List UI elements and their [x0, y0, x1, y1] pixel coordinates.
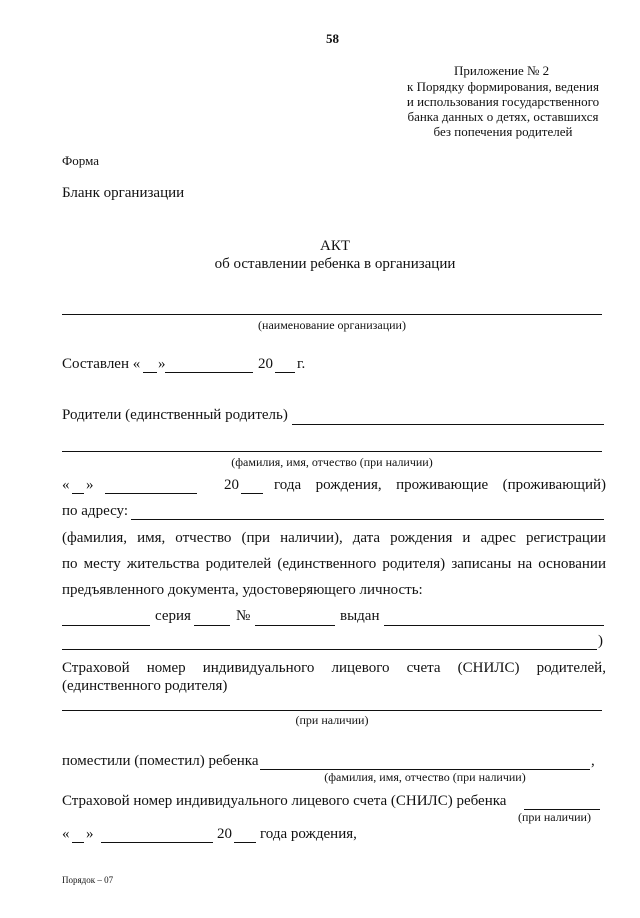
word: проживающие: [396, 477, 489, 493]
document-closing-paren: ): [598, 633, 603, 649]
footer-text: Порядок – 07: [62, 875, 114, 885]
birth-row-words: [274, 477, 606, 494]
birth-day-field[interactable]: [72, 493, 84, 494]
placed-comma: ,: [591, 753, 595, 769]
document-issued-field[interactable]: [384, 625, 604, 626]
placed-label: поместили (поместил) ребенка: [62, 753, 259, 769]
child-birth-month-field[interactable]: [101, 842, 213, 843]
paragraph-line-3: предъявленного документа, удостоверяющего личность:: [62, 582, 423, 598]
snils-parents-field[interactable]: [62, 710, 602, 711]
word: счета: [406, 660, 441, 676]
word: на: [517, 556, 533, 572]
birth-year-prefix: 20: [224, 477, 239, 493]
appendix-line: к Порядку формирования, ведения: [407, 79, 599, 94]
word: записаны: [451, 556, 512, 572]
word: номер: [146, 660, 186, 676]
form-label: Форма: [62, 153, 99, 168]
appendix-line: без попечения родителей: [433, 124, 573, 139]
snils-parents-caption: (при наличии): [295, 713, 369, 727]
parents-field-line2[interactable]: [62, 451, 602, 452]
act-subtitle: об оставлении ребенка в организации: [214, 256, 456, 272]
parents-field[interactable]: [292, 424, 604, 425]
composed-quote-close: »: [158, 356, 166, 372]
composed-day-field[interactable]: [143, 372, 157, 373]
word: жительства: [126, 556, 200, 572]
child-birth-suffix: года рождения,: [260, 826, 357, 842]
birth-open-quote: «: [62, 477, 70, 493]
parents-label: Родители (единственный родитель): [62, 407, 288, 423]
composed-year-field[interactable]: [275, 372, 295, 373]
page-number: 58: [326, 31, 339, 46]
document-number-label: №: [236, 608, 251, 624]
appendix-title: Приложение № 2: [454, 63, 550, 78]
word: (фамилия,: [62, 530, 128, 546]
snils-parents-line-2: (единственного родителя): [62, 678, 228, 694]
document-issued-field-line2[interactable]: [62, 649, 597, 650]
child-birth-close-quote: »: [86, 826, 94, 842]
composed-month-field[interactable]: [165, 372, 253, 373]
word: основании: [538, 556, 606, 572]
composed-year-prefix: 20: [258, 356, 273, 372]
composed-year-suffix: г.: [297, 356, 306, 372]
document-type-field[interactable]: [62, 625, 150, 626]
placed-caption: (фамилия, имя, отчество (при наличии): [324, 770, 526, 784]
org-name-line[interactable]: [62, 314, 602, 315]
word: (СНИЛС): [457, 660, 520, 676]
document-series-label: серия: [155, 608, 191, 624]
birth-month-field[interactable]: [105, 493, 197, 494]
composed-label: Составлен «: [62, 356, 141, 372]
word: наличии),: [280, 530, 343, 546]
snils-parents-line-1: [62, 660, 606, 677]
word: адрес: [480, 530, 516, 546]
document-number-field[interactable]: [255, 625, 335, 626]
word: (проживающий): [502, 477, 606, 493]
birth-close-quote: »: [86, 477, 94, 493]
word: (единственного: [277, 556, 377, 572]
word: (при: [241, 530, 271, 546]
word: имя,: [137, 530, 166, 546]
word: индивидуального: [202, 660, 315, 676]
word: Страховой: [62, 660, 130, 676]
word: родителей,: [536, 660, 606, 676]
paragraph-line-1: [62, 530, 606, 547]
child-birth-open-quote: «: [62, 826, 70, 842]
document-series-field[interactable]: [194, 625, 230, 626]
org-name-caption: (наименование организации): [258, 318, 406, 332]
word: месту: [83, 556, 121, 572]
word: лицевого: [331, 660, 390, 676]
paragraph-line-2: [62, 556, 606, 573]
word: родителя): [382, 556, 446, 572]
word: года: [274, 477, 302, 493]
birth-year-field[interactable]: [241, 493, 263, 494]
word: рождения: [390, 530, 453, 546]
address-field[interactable]: [131, 519, 604, 520]
word: рождения,: [315, 477, 382, 493]
snils-child-label: Страховой номер индивидуального лицевого счета (СНИЛС) ребенка: [62, 793, 507, 809]
act-title: АКТ: [320, 238, 350, 254]
word: дата: [352, 530, 381, 546]
parents-fio-caption: (фамилия, имя, отчество (при наличии): [231, 455, 433, 469]
child-birth-year-prefix: 20: [217, 826, 232, 842]
org-blank-label: Бланк организации: [62, 185, 185, 201]
word: регистрации: [525, 530, 606, 546]
word: по: [62, 556, 78, 572]
address-label: по адресу:: [62, 503, 129, 519]
snils-child-caption: (при наличии): [518, 810, 591, 824]
appendix-line: и использования государственного: [406, 94, 600, 109]
document-issued-label: выдан: [340, 608, 380, 624]
appendix-line: банка данных о детях, оставшихся: [407, 109, 599, 124]
child-birth-day-field[interactable]: [72, 842, 84, 843]
word: отчество: [175, 530, 232, 546]
child-birth-year-field[interactable]: [234, 842, 256, 843]
word: родителей: [205, 556, 272, 572]
word: и: [462, 530, 471, 546]
